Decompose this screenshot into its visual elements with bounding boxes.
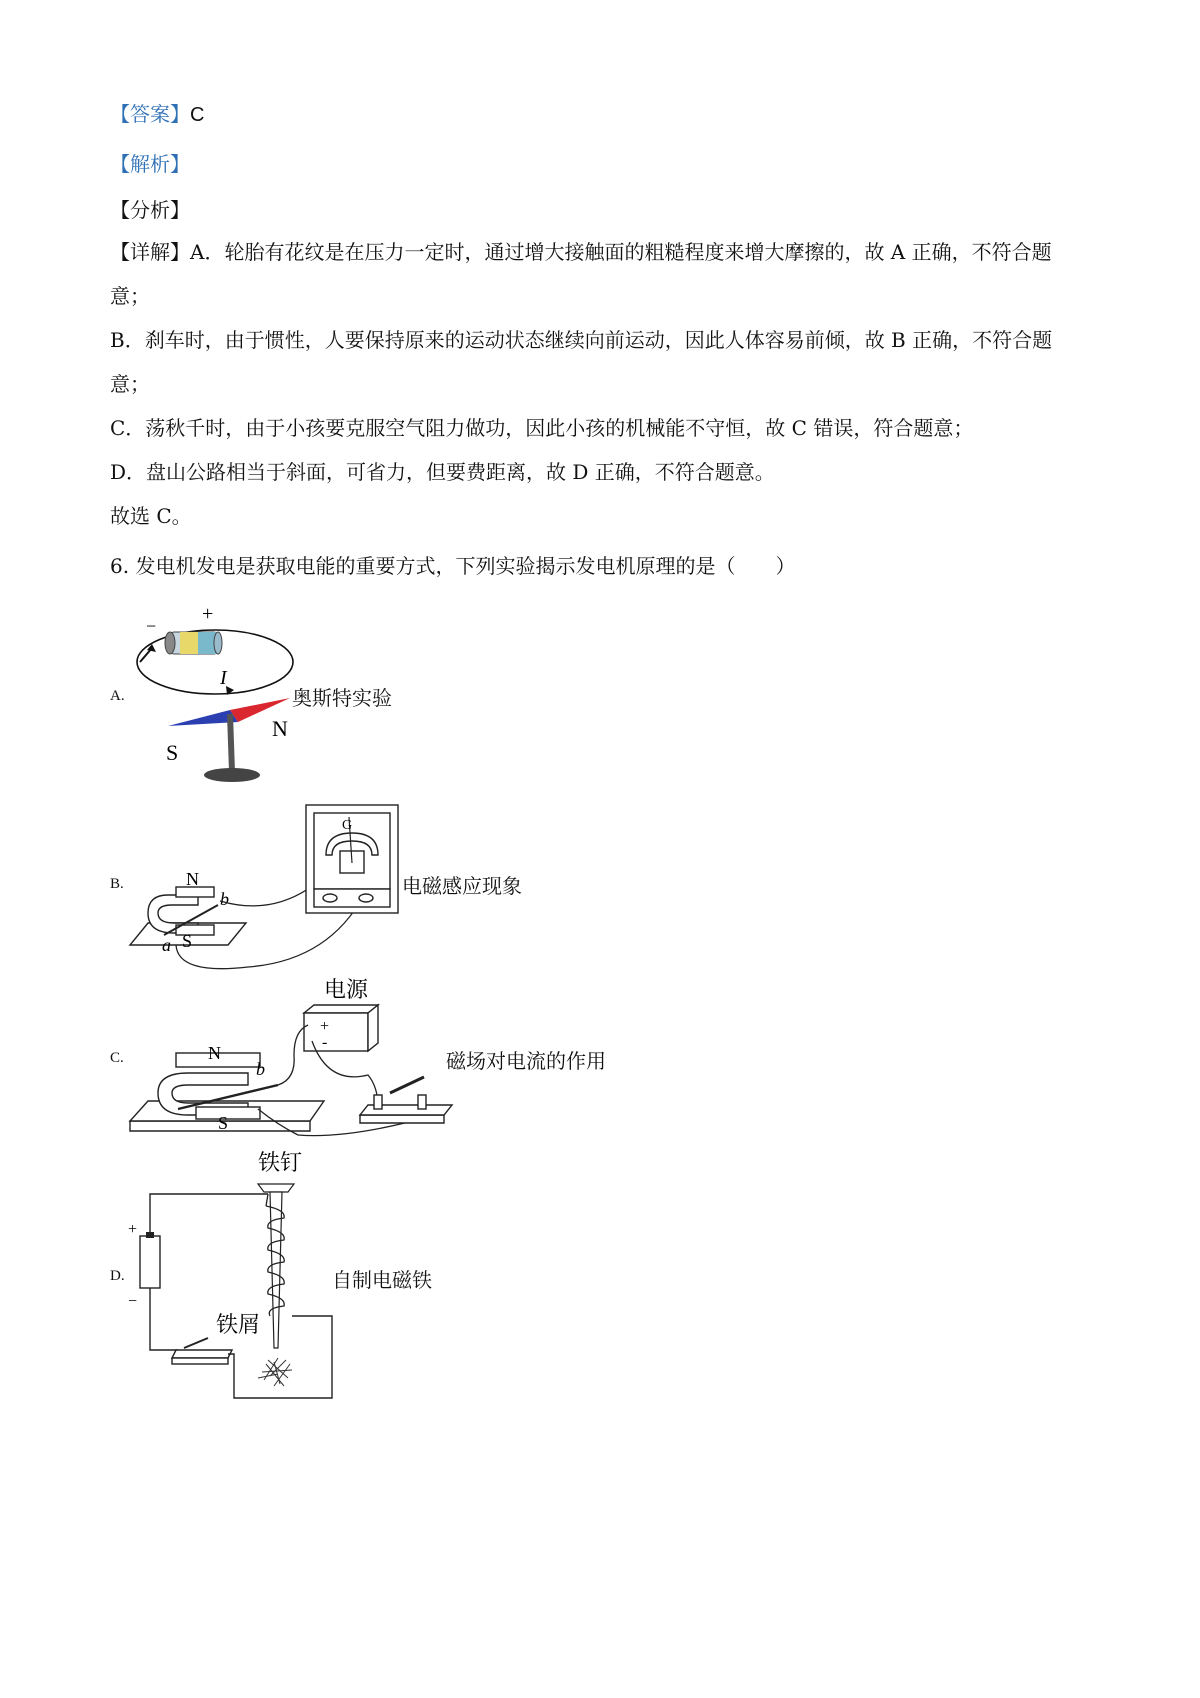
d-minus: −: [128, 1293, 138, 1310]
option-a-caption: 奥斯特实验: [292, 686, 392, 710]
north-label: N: [272, 716, 288, 741]
nail-head: [258, 1184, 294, 1192]
c-label-b: b: [256, 1059, 265, 1079]
b-label-a: a: [162, 935, 171, 955]
south-label: S: [166, 740, 179, 765]
meter-label: G: [342, 818, 353, 833]
detail-b-line2: 意；: [110, 372, 150, 396]
d-plus: +: [128, 1221, 138, 1238]
option-d-caption: 自制电磁铁: [332, 1268, 432, 1292]
oersted-diagram: [130, 600, 330, 790]
supply-plus: +: [320, 1018, 330, 1035]
option-c-caption: 磁场对电流的作用: [446, 1049, 606, 1073]
option-b-letter: B.: [110, 876, 124, 892]
force-on-current-diagram: [128, 975, 458, 1140]
fenxi-tag: 【分析】: [110, 198, 190, 222]
battery-plus-label: +: [202, 603, 214, 625]
c-south-label: S: [218, 1113, 229, 1133]
d-battery-cap: [146, 1232, 154, 1238]
d-battery: [140, 1236, 160, 1288]
b-label-b: b: [220, 889, 229, 909]
power-supply: [304, 1005, 378, 1051]
option-a-letter: A.: [110, 688, 125, 704]
conclusion-line: 故选 C。: [110, 504, 192, 528]
nail-label: 铁钉: [258, 1150, 303, 1175]
detail-a-line1: [110, 238, 1052, 266]
question-text: 6. 发电机发电是获取电能的重要方式，下列实验揭示发电机原理的是（ ）: [110, 554, 796, 578]
electromagnet-diagram: [128, 1148, 348, 1403]
b-south-label: S: [182, 931, 193, 951]
supply-minus: -: [322, 1034, 328, 1051]
detail-b-line1: B．刹车时，由于惯性，人要保持原来的运动状态继续向前运动，因此人体容易前倾，故 B 正确，不符合题: [110, 328, 1053, 352]
analysis-tag: 【解析】: [110, 152, 190, 176]
power-label: 电源: [324, 977, 369, 1002]
answer-tag: 【答案】: [110, 102, 190, 126]
nail-body: [270, 1192, 282, 1348]
answer-value: C: [190, 104, 205, 126]
option-c-letter: C.: [110, 1050, 124, 1066]
wire-b-top: [220, 889, 308, 906]
u-magnet: [148, 887, 214, 935]
detail-c-line: C．荡秋千时，由于小孩要克服空气阻力做功，因此小孩的机械能不守恒，故 C 错误，符合题意；: [110, 416, 974, 440]
battery: [165, 632, 222, 654]
detail-a-text: A．轮胎有花纹是在压力一定时，通过增大接触面的粗糙程度来增大摩擦的，故 A 正确，不符合题: [190, 240, 1052, 264]
battery-minus-label: −: [146, 616, 157, 636]
filings-label: 铁屑: [216, 1312, 261, 1337]
iron-filings: [258, 1358, 292, 1386]
d-wire-top: [150, 1194, 268, 1236]
current-label: I: [220, 667, 227, 689]
d-switch: [172, 1338, 232, 1364]
detail-d-line: D．盘山公路相当于斜面，可省力，但要费距离，故 D 正确，不符合题意。: [110, 460, 775, 484]
option-b-caption: 电磁感应现象: [402, 874, 522, 898]
detail-a-line2: 意；: [110, 284, 150, 308]
coil-lead: [266, 1194, 268, 1206]
induction-diagram: [128, 795, 408, 975]
answer-line: [110, 100, 204, 129]
b-north-label: N: [186, 869, 199, 889]
c-north-label: N: [208, 1043, 221, 1063]
d-wire-left: [150, 1288, 178, 1350]
detail-tag: 【详解】: [110, 240, 190, 264]
option-d-letter: D.: [110, 1268, 125, 1284]
